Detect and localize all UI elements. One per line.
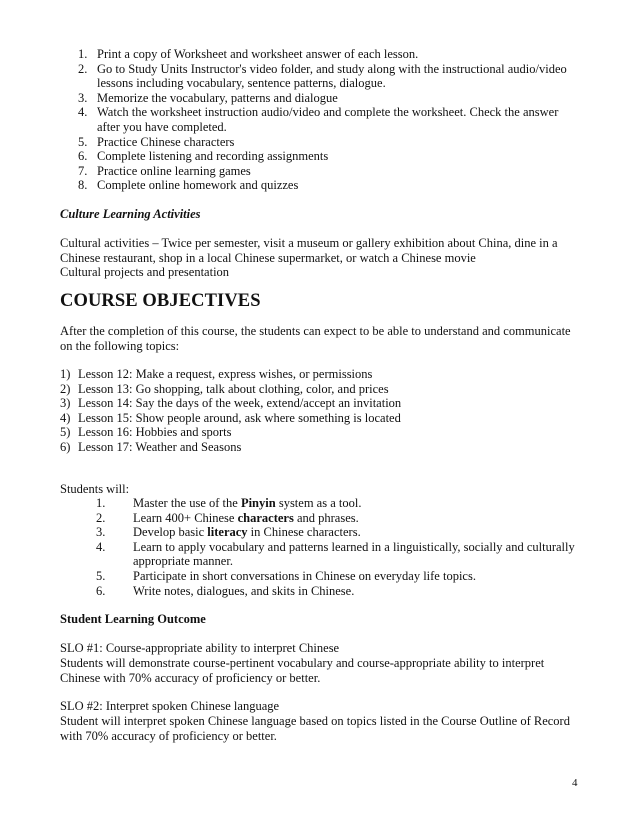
study-steps-list	[78, 47, 578, 193]
list-text: Practice online learning games	[97, 163, 251, 178]
list-number: 6.	[78, 149, 88, 164]
list-item	[78, 164, 578, 179]
list-text: Write notes, dialogues, and skits in Chinese.	[133, 583, 355, 598]
list-text: Watch the worksheet instruction audio/video and complete the worksheet. Check the answer after you have completed.	[97, 105, 559, 134]
list-text: Develop basic literacy in Chinese characters.	[133, 525, 361, 540]
list-number: 3.	[78, 90, 88, 105]
list-number: 2)	[60, 381, 71, 396]
list-item	[96, 540, 584, 569]
list-number: 7.	[78, 163, 88, 178]
list-number: 4.	[78, 105, 88, 120]
slo2-title: SLO #2: Interpret spoken Chinese language	[60, 699, 280, 713]
culture-heading: Culture Learning Activities	[60, 207, 201, 221]
list-text: Lesson 13: Go shopping, talk about clothing, color, and prices	[78, 381, 389, 396]
list-number: 6)	[60, 439, 71, 454]
list-number: 4)	[60, 410, 71, 425]
list-number: 2.	[78, 61, 88, 76]
list-text: Memorize the vocabulary, patterns and dialogue	[97, 90, 338, 105]
slo1-title: SLO #1: Course-appropriate ability to interpret Chinese	[60, 641, 340, 655]
list-number: 4.	[96, 539, 106, 554]
list-text: Lesson 12: Make a request, express wishes, or permissions	[78, 367, 373, 381]
list-item	[60, 367, 580, 382]
list-text: Learn 400+ Chinese characters and phrases.	[133, 510, 359, 525]
list-item	[60, 425, 580, 440]
list-item	[60, 411, 580, 426]
list-item	[78, 47, 578, 62]
list-number: 3.	[96, 525, 106, 540]
list-text: Master the use of the Pinyin system as a tool.	[133, 496, 362, 510]
bold-term: Pinyin	[240, 496, 276, 510]
page-number: 4	[572, 777, 578, 789]
list-text: Lesson 15: Show people around, ask where something is located	[78, 410, 401, 425]
list-number: 1)	[60, 367, 71, 381]
students-goals-list	[96, 496, 584, 598]
students-will-intro: Students will:	[60, 482, 130, 496]
list-text: Lesson 16: Hobbies and sports	[78, 425, 232, 440]
list-number: 5.	[96, 568, 106, 583]
list-number: 5.	[78, 134, 88, 149]
list-number: 3)	[60, 396, 71, 411]
list-text: Complete online homework and quizzes	[97, 178, 299, 193]
list-item	[96, 569, 584, 584]
culture-paragraph: Cultural activities – Twice per semester, visit a museum or gallery exhibition about China, dine in a Chinese restaurant, shop in a local Chinese supermarket, or watch a Chinese movie	[60, 236, 558, 265]
list-item	[78, 105, 578, 134]
list-number: 8.	[78, 178, 88, 193]
list-text: Print a copy of Worksheet and worksheet answer of each lesson.	[97, 47, 419, 61]
bold-term: characters	[237, 510, 294, 525]
list-number: 6.	[96, 583, 106, 598]
list-text: Complete listening and recording assignments	[97, 149, 329, 164]
objectives-intro: After the completion of this course, the students can expect to be able to understand and communicate on the following topics:	[60, 324, 571, 353]
slo2-text: Student will interpret spoken Chinese language based on topics listed in the Course Outline of Record with 70% accuracy of proficiency or better.	[60, 714, 570, 743]
slo-heading: Student Learning Outcome	[60, 612, 206, 626]
list-text: Participate in short conversations in Chinese on everyday life topics.	[133, 568, 476, 583]
list-item	[78, 149, 578, 164]
course-objectives-heading: COURSE OBJECTIVES	[60, 291, 261, 311]
list-text: Lesson 14: Say the days of the week, extend/accept an invitation	[78, 396, 402, 411]
list-item	[60, 382, 580, 397]
list-number: 5)	[60, 425, 71, 440]
lessons-list	[60, 367, 580, 455]
list-item	[60, 396, 580, 411]
list-text: Practice Chinese characters	[97, 134, 235, 149]
list-number: 1.	[78, 47, 88, 61]
list-item	[96, 511, 584, 526]
list-item	[78, 178, 578, 193]
list-text: Go to Study Units Instructor's video folder, and study along with the instructional audio/video lessons including vocabulary, sentence patterns, dialogue.	[97, 61, 567, 91]
slo1-text: Students will demonstrate course-pertinent vocabulary and course-appropriate ability to interpret Chinese with 70% accuracy of proficiency or better.	[60, 656, 545, 685]
list-item	[96, 584, 584, 599]
list-item	[78, 62, 578, 91]
bold-term: literacy	[207, 525, 248, 540]
list-item	[96, 496, 584, 511]
list-item	[96, 525, 584, 540]
list-text: Lesson 17: Weather and Seasons	[78, 439, 242, 454]
list-number: 1.	[96, 496, 106, 510]
culture-projects-line: Cultural projects and presentation	[60, 265, 230, 279]
list-item	[78, 91, 578, 106]
list-item	[78, 135, 578, 150]
list-text: Learn to apply vocabulary and patterns learned in a linguistically, socially and culturally appropriate manner.	[133, 539, 575, 569]
list-number: 2.	[96, 510, 106, 525]
list-item	[60, 440, 580, 455]
